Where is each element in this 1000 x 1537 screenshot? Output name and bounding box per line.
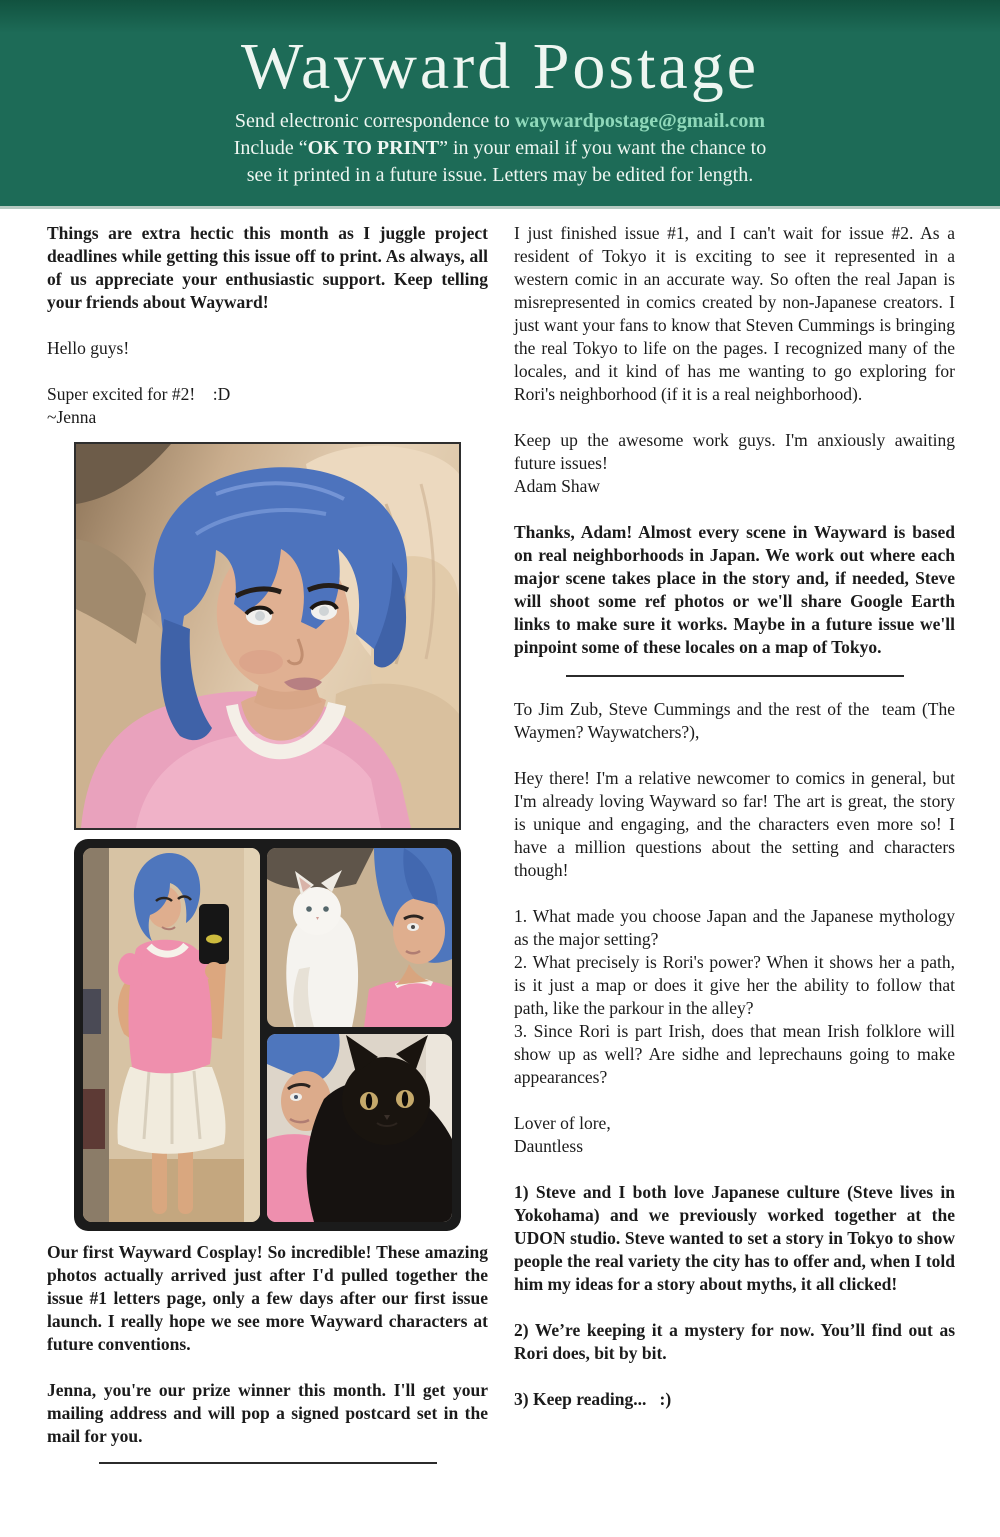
subtitle-line2 [0,135,1000,162]
letter-adam-p2: Keep up the awesome work guys. I'm anxiously awaiting future issues! [514,430,955,473]
email-address: waywardpostage@gmail.com [514,110,766,132]
letter-dauntless-q1: 1. What made you choose Japan and the Japanese mythology as the major setting? [514,906,955,949]
collage-mirror-selfie [83,848,260,1222]
ok-to-print-text: OK TO PRINT [307,137,440,159]
letter-dauntless-q3: 3. Since Rori is part Irish, does that mean Irish folklore will show up as well? Are sidhe and leprechauns going to make appearances? [514,1021,955,1087]
reply-dauntless-a1: 1) Steve and I both love Japanese culture (Steve lives in Yokohama) and we previously worked together at the UDON studio. Steve wanted to set a story in Tokyo to show people the real variety the city has to offer and, when I told him my ideas for a story about myths, it all clicked! [514,1182,955,1294]
letter-dauntless-sig1: Lover of lore, [514,1113,611,1133]
reply-dauntless-a3: 3) Keep reading... :) [514,1389,672,1409]
letter-dauntless-p1: Hey there! I'm a relative newcomer to comics in general, but I'm already loving Wayward so far! The art is great, the story is unique and engaging, and the characters even more so! I have a million questions about the setting and characters though! [514,768,955,880]
cosplay-portrait-drawing [76,444,459,828]
reply-dauntless-a2: 2) We’re keeping it a mystery for now. You’ll find out as Rori does, bit by bit. [514,1320,955,1363]
header-subtitle [0,108,1000,189]
subtitle-line2-pre: Include “ [233,137,308,159]
page-title: Wayward Postage [240,30,760,103]
section-divider-left [99,1462,437,1464]
cosplay-photo-collage [74,839,461,1231]
subtitle-line2-post: ” in your email if you want the chance to [439,137,767,159]
subtitle-line1 [0,108,1000,135]
batman-logo [206,935,222,944]
letter-jenna-p2: Super excited for #2! :D [47,384,231,404]
collage-white-cat [267,848,452,1027]
reply-adam: Thanks, Adam! Almost every scene in Wayward is based on real neighborhoods in Japan. We work out where each major scene takes place in the story and, if needed, Steve will shoot some ref photos or we'll share Google Earth links to make sure it works. Maybe in a future issue we'll pinpoint some of these locales on a map of Tokyo. [514,522,955,657]
letter-adam-p1: I just finished issue #1, and I can't wait for issue #2. As a resident of Tokyo it is exciting to see it represented in a western comic in an accurate way. So often the real Japan is misrepresented in comics created by non-Japanese creators. I just want your fans to know that Steven Cummings is bringing the real Tokyo to life on the pages. I recognized many of the locales, and it kind of has me wanting to go exploring for Rori's neighborhood (if it is a real neighborhood). [514,223,955,404]
phone [199,904,229,964]
collage-black-cat [267,1034,452,1222]
page-header [0,0,1000,209]
letter-jenna-p1: Hello guys! [47,338,130,358]
section-divider-right [566,675,904,677]
letter-dauntless-salutation: To Jim Zub, Steve Cummings and the rest of the team (The Waymen? Waywatchers?), [514,699,960,742]
right-column [514,222,960,1487]
cosplay-photo-portrait [74,442,461,830]
subtitle-line3: see it printed in a future issue. Letters may be edited for length. [246,164,754,186]
reply-cosplay-p1: Our first Wayward Cosplay! So incredible! These amazing photos actually arrived just after I'd pulled together the issue #1 letters page, only a few days after our first issue launch. I really hope we see more Wayward characters at future conventions. [47,1242,488,1354]
letters-columns [0,209,1000,1487]
letter-adam-signature: Adam Shaw [514,476,601,496]
left-column [47,222,488,1487]
editor-intro: Things are extra hectic this month as I juggle project deadlines while getting this issue off to print. As always, all of us appreciate your enthusiastic support. Keep telling your friends about Wayward! [47,223,488,312]
subtitle-line1-text: Send electronic correspondence to [234,110,515,132]
letter-dauntless-q2: 2. What precisely is Rori's power? When it shows her a path, is it just a map or does it give her the ability to follow that path, like the parkour in the alley? [514,952,955,1018]
letter-jenna-signature: ~Jenna [47,407,97,427]
reply-cosplay-p2: Jenna, you're our prize winner this month. I'll get your mailing address and will pop a signed postcard set in the mail for you. [47,1380,488,1446]
letter-dauntless-sig2: Dauntless [514,1136,584,1156]
cosplay-collage-drawing [74,839,461,1231]
